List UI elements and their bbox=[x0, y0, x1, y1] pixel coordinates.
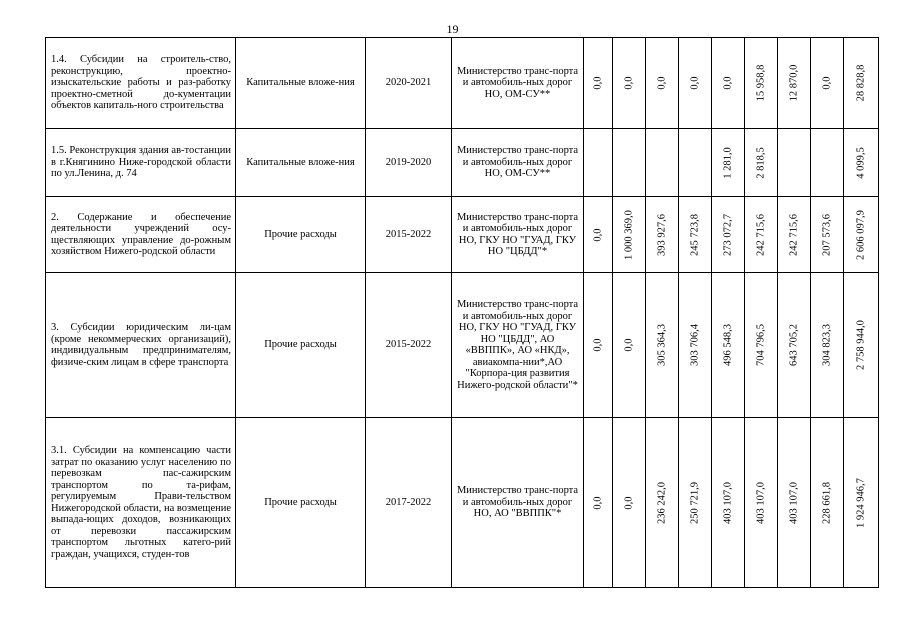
executor-cell: Министерство транс-порта и автомобиль-ных дорог НО, ОМ-СУ** bbox=[452, 129, 584, 197]
executor-cell: Министерство транс-порта и автомобиль-ных дорог НО, ОМ-СУ** bbox=[452, 38, 584, 129]
value-cell bbox=[811, 38, 844, 129]
expense-type-cell: Капитальные вложе-ния bbox=[236, 129, 366, 197]
value-cell bbox=[811, 197, 844, 273]
table-row bbox=[46, 273, 879, 418]
value-text: 242 715,6 bbox=[755, 213, 767, 256]
value-cell bbox=[584, 129, 613, 197]
expense-type-cell: Прочие расходы bbox=[236, 273, 366, 418]
executor-cell: Министерство транс-порта и автомобиль-ных дорог НО, ГКУ НО "ГУАД, ГКУ НО "ЦБДД", АО «ВВППК», АО «НКД», авиакомпа-нии*,АО "Корпора-ция развития Нижего-родской области"* bbox=[452, 273, 584, 418]
table-row bbox=[46, 129, 879, 197]
value-cell bbox=[778, 418, 811, 588]
table-row bbox=[46, 38, 879, 129]
value-cell bbox=[712, 197, 745, 273]
value-cell bbox=[679, 418, 712, 588]
value-cell bbox=[646, 418, 679, 588]
value-text: 2 818,5 bbox=[755, 146, 767, 179]
period-cell: 2020-2021 bbox=[366, 38, 452, 129]
value-text: 242 715,6 bbox=[788, 213, 800, 256]
value-text: 12 870,0 bbox=[788, 64, 800, 102]
value-cell bbox=[844, 38, 879, 129]
value-cell bbox=[584, 273, 613, 418]
measure-name-cell: 3. Субсидии юридическим ли-цам (кроме некоммерческих организаций), индивидуальным предпринимателям, физиче-ским лицам в сфере транспорта bbox=[46, 273, 236, 418]
page-number: 19 bbox=[446, 22, 459, 36]
value-cell bbox=[844, 197, 879, 273]
measure-name-cell: 1.4. Субсидии на строитель-ство, реконструкцию, проектно-изыскательские работы и раз-работку проектно-сметной до-кументации объектов капиталь-ного строительства bbox=[46, 38, 236, 129]
measure-name-cell: 2. Содержание и обеспечение деятельности учреждений осу-ществляющих управление до-рожным хозяйством Нижего-родской области bbox=[46, 197, 236, 273]
value-text: 0,0 bbox=[623, 495, 635, 510]
value-text: 704 796,5 bbox=[755, 324, 767, 366]
value-cell bbox=[745, 273, 778, 418]
value-cell bbox=[613, 273, 646, 418]
value-text: 0,0 bbox=[722, 76, 734, 90]
expense-type-cell: Капитальные вложе-ния bbox=[236, 38, 366, 129]
value-text: 403 107,0 bbox=[722, 481, 734, 524]
executor-cell: Министерство транс-порта и автомобиль-ных дорог НО, ГКУ НО "ГУАД, ГКУ НО "ЦБДД"* bbox=[452, 197, 584, 273]
value-text: 0,0 bbox=[623, 76, 635, 90]
period-cell: 2019-2020 bbox=[366, 129, 452, 197]
value-text: 245 723,8 bbox=[689, 213, 701, 256]
value-cell bbox=[844, 418, 879, 588]
value-cell bbox=[613, 197, 646, 273]
value-cell bbox=[679, 129, 712, 197]
value-text: 236 242,0 bbox=[656, 481, 668, 524]
value-text: 303 706,4 bbox=[689, 324, 701, 366]
value-cell bbox=[778, 197, 811, 273]
value-cell bbox=[712, 38, 745, 129]
value-cell bbox=[712, 129, 745, 197]
value-cell bbox=[646, 38, 679, 129]
value-text: 0,0 bbox=[592, 227, 604, 242]
value-cell bbox=[844, 273, 879, 418]
value-cell bbox=[584, 418, 613, 588]
value-text: 496 548,3 bbox=[722, 324, 734, 366]
value-text: 305 364,3 bbox=[656, 324, 668, 366]
period-cell: 2015-2022 bbox=[366, 197, 452, 273]
value-text: 1 924 946,7 bbox=[855, 477, 867, 528]
value-text: 28 828,8 bbox=[855, 64, 867, 102]
value-cell bbox=[679, 273, 712, 418]
expense-type-cell: Прочие расходы bbox=[236, 418, 366, 588]
measure-name-cell: 3.1. Субсидии на компенсацию части затрат по оказанию услуг населению по перевозкам пас-сажирским транспортом по та-рифам, регулируемым Прави-тельством Нижегородской области, на возмещение выпада-ющих доходов, возникающих от перевозки пассажирским транспортом льготных катего-рий граждан, учащихся, студен-тов bbox=[46, 418, 236, 588]
expense-type-cell: Прочие расходы bbox=[236, 197, 366, 273]
value-text: 4 099,5 bbox=[855, 146, 867, 179]
value-cell bbox=[811, 418, 844, 588]
value-cell bbox=[745, 197, 778, 273]
budget-table bbox=[45, 37, 879, 588]
value-cell bbox=[584, 197, 613, 273]
value-text: 273 072,7 bbox=[722, 213, 734, 256]
value-cell bbox=[745, 129, 778, 197]
value-cell bbox=[613, 418, 646, 588]
value-cell bbox=[811, 273, 844, 418]
period-cell: 2015-2022 bbox=[366, 273, 452, 418]
value-text: 403 107,0 bbox=[788, 481, 800, 524]
value-cell bbox=[778, 273, 811, 418]
value-text: 1 000 369,0 bbox=[623, 209, 635, 260]
value-cell bbox=[712, 273, 745, 418]
value-cell bbox=[844, 129, 879, 197]
executor-cell: Министерство транс-порта и автомобиль-ных дорог НО, АО "ВВППК"* bbox=[452, 418, 584, 588]
value-text: 643 705,2 bbox=[788, 324, 800, 366]
value-text: 2 606 097,9 bbox=[855, 209, 867, 260]
value-text: 0,0 bbox=[592, 76, 604, 90]
value-cell bbox=[646, 129, 679, 197]
value-cell bbox=[712, 418, 745, 588]
value-text: 0,0 bbox=[821, 76, 833, 90]
value-text: 304 823,3 bbox=[821, 324, 833, 366]
value-text: 0,0 bbox=[592, 338, 604, 352]
value-text: 250 721,9 bbox=[689, 481, 701, 524]
value-cell bbox=[778, 38, 811, 129]
value-cell bbox=[679, 38, 712, 129]
period-cell: 2017-2022 bbox=[366, 418, 452, 588]
value-cell bbox=[778, 129, 811, 197]
value-text: 0,0 bbox=[592, 495, 604, 510]
value-text: 393 927,6 bbox=[656, 213, 668, 256]
value-cell bbox=[646, 197, 679, 273]
value-cell bbox=[811, 129, 844, 197]
value-text: 0,0 bbox=[656, 76, 668, 90]
value-cell bbox=[745, 38, 778, 129]
value-text: 207 573,6 bbox=[821, 213, 833, 256]
value-cell bbox=[613, 129, 646, 197]
measure-name-cell: 1.5. Реконструкция здания ав-тостанции в г.Княгинино Ниже-городской области по ул.Ленина, д. 74 bbox=[46, 129, 236, 197]
value-text: 15 958,8 bbox=[755, 64, 767, 102]
value-text: 2 758 944,0 bbox=[855, 320, 867, 370]
value-text: 228 661,8 bbox=[821, 481, 833, 524]
value-cell bbox=[679, 197, 712, 273]
table-row bbox=[46, 197, 879, 273]
value-cell bbox=[613, 38, 646, 129]
value-cell bbox=[584, 38, 613, 129]
value-cell bbox=[646, 273, 679, 418]
value-text: 0,0 bbox=[623, 338, 635, 352]
value-text: 1 281,0 bbox=[722, 146, 734, 179]
table-row bbox=[46, 418, 879, 588]
value-cell bbox=[745, 418, 778, 588]
value-text: 0,0 bbox=[689, 76, 701, 90]
value-text: 403 107,0 bbox=[755, 481, 767, 524]
